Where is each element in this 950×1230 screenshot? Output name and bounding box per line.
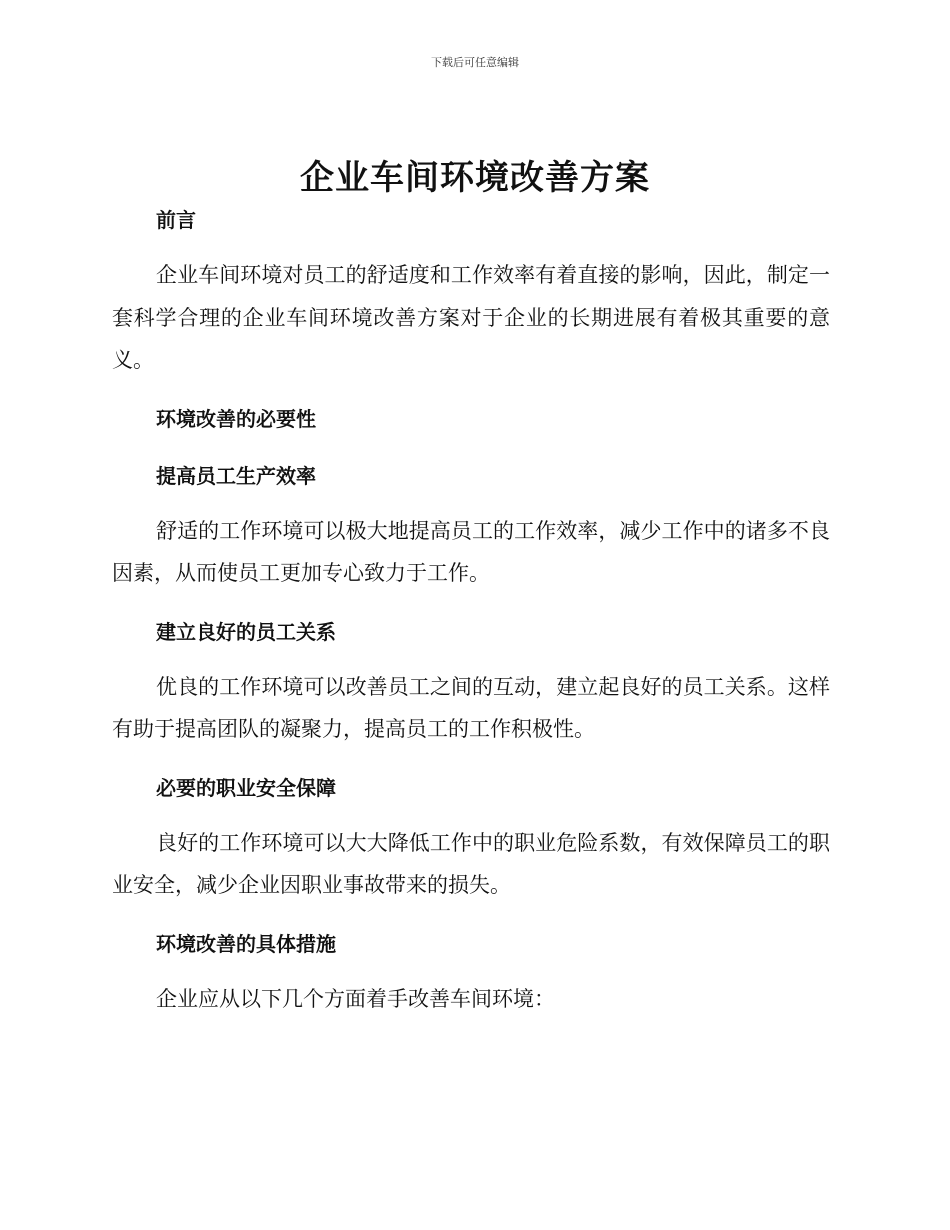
paragraph-safety: 良好的工作环境可以大大降低工作中的职业危险系数，有效保障员工的职业安全，减少企业因职业事故带来的损失。 [112, 830, 830, 897]
section-heading-necessity: 环境改善的必要性 [156, 406, 316, 431]
paragraph-relations: 优良的工作环境可以改善员工之间的互动，建立起良好的员工关系。这样有助于提高团队的凝聚力，提高员工的工作积极性。 [112, 674, 830, 741]
section-heading-preface: 前言 [156, 208, 196, 232]
page-header-note: 下载后可任意编辑 [431, 56, 519, 69]
subsection-heading-safety: 必要的职业安全保障 [156, 775, 336, 800]
paragraph-measures: 企业应从以下几个方面着手改善车间环境： [156, 986, 555, 1011]
document-title: 企业车间环境改善方案 [300, 158, 650, 198]
paragraph-preface: 企业车间环境对员工的舒适度和工作效率有着直接的影响，因此，制定一套科学合理的企业车间环境改善方案对于企业的长期进展有着极其重要的意义。 [112, 263, 830, 372]
section-heading-measures: 环境改善的具体措施 [156, 931, 336, 956]
subsection-heading-efficiency: 提高员工生产效率 [156, 463, 316, 488]
subsection-heading-relations: 建立良好的员工关系 [156, 619, 336, 644]
paragraph-efficiency: 舒适的工作环境可以极大地提高员工的工作效率，减少工作中的诸多不良因素，从而使员工更加专心致力于工作。 [112, 518, 830, 585]
document-body [112, 203, 830, 1020]
